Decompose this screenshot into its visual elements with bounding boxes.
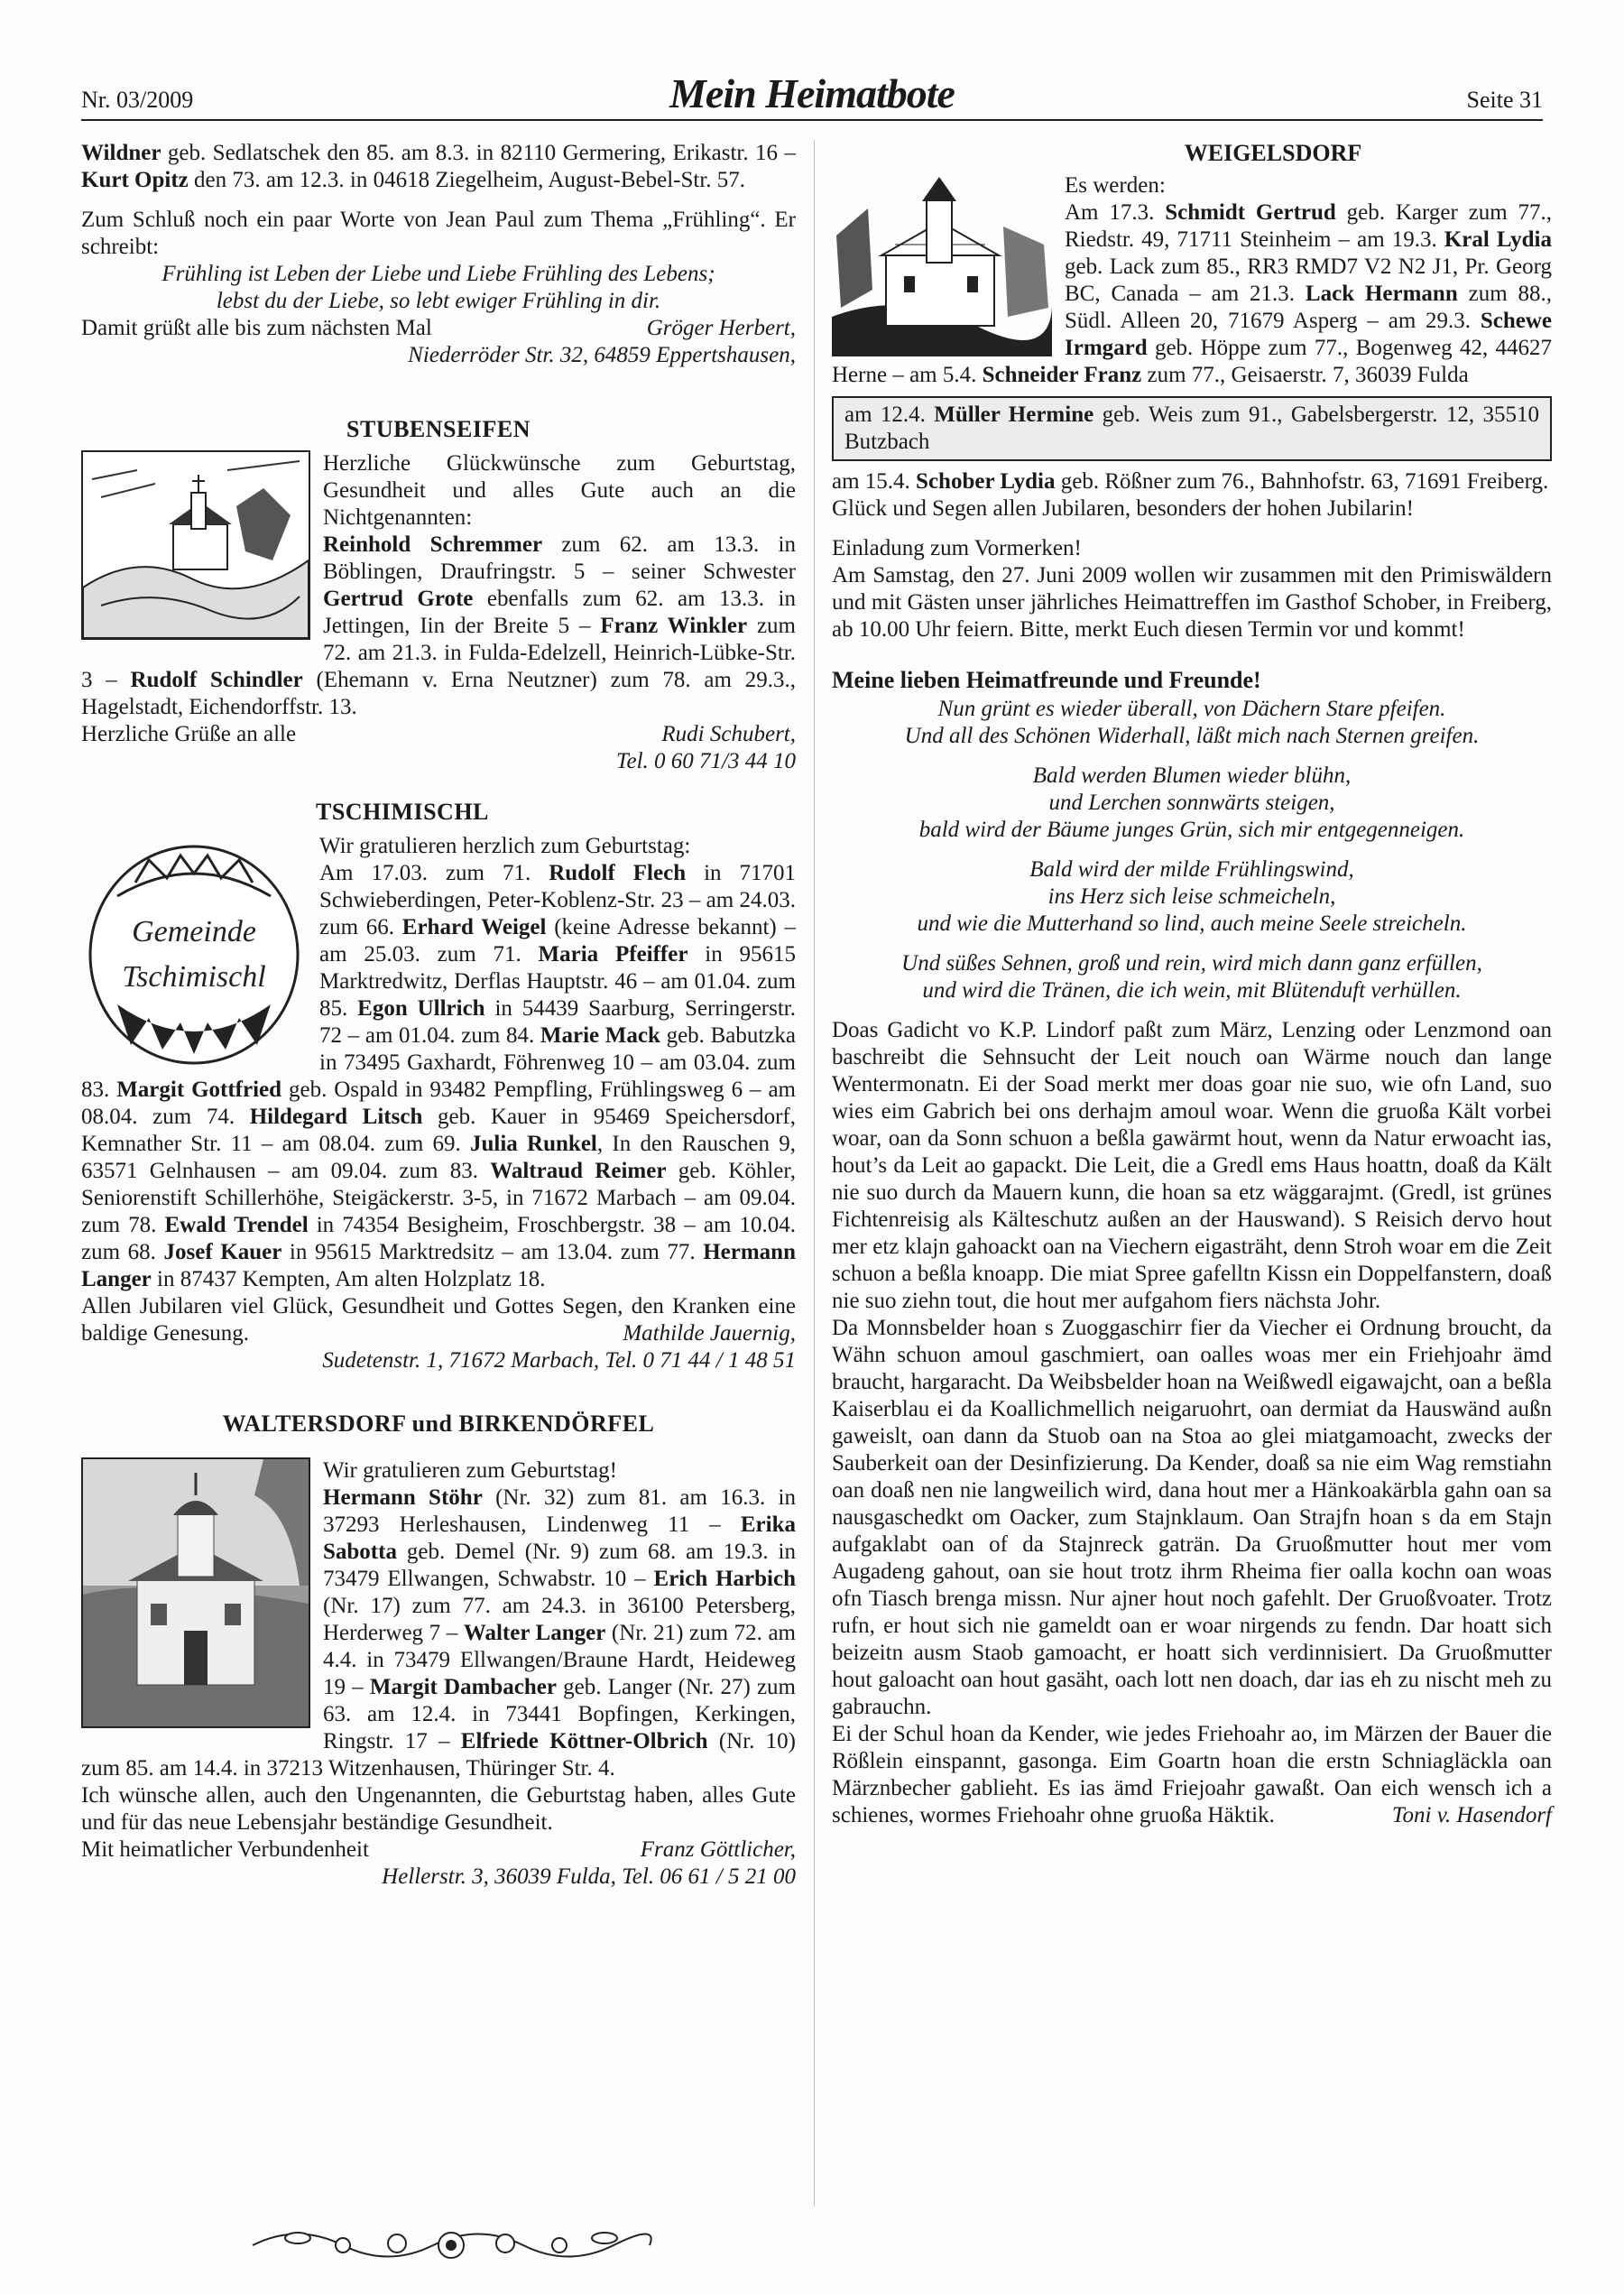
poem-line: bald wird der Bäume junges Grün, sich mir entgegenneigen.	[918, 818, 1465, 842]
poem-line: Und all des Schönen Widerhall, läßt mich nach Sternen greifen.	[904, 724, 1480, 748]
jubilee-wish: Glück und Segen allen Jubilaren, besonders der hohen Jubilarin!	[832, 496, 1414, 521]
highlight-box: am 12.4. Müller Hermine geb. Weis zum 91., Gabelsbergerstr. 12, 35510 Butzbach	[832, 396, 1552, 461]
poem-line: Bald wird der milde Frühlingswind,	[1029, 857, 1354, 882]
section-title-tschimischl: TSCHIMISCHL	[316, 799, 489, 825]
column-divider	[814, 140, 815, 2206]
right-column	[832, 140, 1552, 1829]
church-drawing	[81, 450, 310, 640]
poem-line: Nun grünt es wieder überall, von Dächern Stare pfeifen.	[937, 697, 1446, 721]
seal-emblem	[81, 833, 307, 1068]
intro-paragraph: Wildner geb. Sedlatschek den 85. am 8.3. in 82110 Germering, Erikastr. 16 – Kurt Opitz den 73. am 12.3. in 04618 Ziegelheim, August-Bebel-Str. 57.	[81, 141, 796, 192]
svg-text:Tschimischl: Tschimischl	[122, 960, 266, 994]
section-title-stubenseifen: STUBENSEIFEN	[346, 416, 531, 442]
left-column	[81, 140, 796, 1891]
jean-paul-intro: Zum Schluß noch ein paar Worte von Jean Paul zum Thema „Frühling“. Er schreibt:	[81, 208, 796, 259]
dialect-paragraph-2: Da Monnsbelder hoan s Zuoggaschirr fier da Viecher ei Ordnung broucht, da Wähn schuon amoul gaschmiert, oan oalles woas mer ein Friehjoahr ämd braucht, hargaracht. Da Weibsbelder hoan na Weißwedl eigawajcht, oan a beßla Kaiserblau ei da Koallichmellich neigaruohrt, oan dermiat da Hauswänd außn gaweislt, oan dann da Stuob oan na Stoa ao glei miatgamoacht, zwecks der Sauberkeit oan der Desinfizierung. Da Kender, doaß sa nie eim Wag remstiahn oan doaß nen nie langweilich wird, dana hout mer a Hänkoakärbla gahn oan sa nausgaschedkt om Oacker, zum Stajnklaum. Oan Strajfn hoan s da em Stajn aufgaklabt oan of da Stajnreck gaträn. Da Gruoßmutter hout mer vom Augadeng gahout, oan sie hout trotz ihrm Rheima fier oalla kochn oan woas ofn Tiasch brenga missn. Nur ajner hout noch gafehlt. Der Gruoßvoater. Trotz rufn, er hout sich nie gameldt oan er woar nirgends zu fendn. Dar hoatt sich beizeitn ausm Staob gamoacht, er hoatt sich verdinnisiert. Da Gruoßmutter hout galoacht oan hout gasäht, oach lott nen doach, dar ias eh zu nischt meh zu gabrauchn.	[832, 1316, 1552, 1719]
poem-line: Und süßes Sehnen, groß und rein, wird mich dann ganz erfüllen,	[901, 951, 1482, 976]
stubenseifen-text: Herzliche Glückwünsche zum Geburtstag, Gesundheit und alles Gute auch an die Nichtgenannten: Reinhold Schremmer zum 62. am 13.3. in Böblingen, Draufringstr. 5 – seiner Schwester Gertrud Grote ebenfalls zum 62. am 13.3. in Jettingen, Iin der Breite 5 – Franz Winkler zum 72. am 21.3. in Fulda-Edelzell, Heinrich-Lübke-Str. 3 – Rudolf Schindler (Ehemann v. Erna Neutzner) zum 78. am 29.3., Hagelstadt, Eichendorffstr. 13.	[81, 451, 797, 719]
poem	[832, 696, 1552, 1004]
poem-line: und wie die Mutterhand so lind, auch meine Seele streicheln.	[917, 911, 1467, 936]
issue-number: Nr. 03/2009	[81, 87, 194, 113]
chapel-photo	[81, 1457, 310, 1728]
quote-line-1: Frühling ist Leben der Liebe und Liebe Frühling des Lebens;	[161, 262, 715, 286]
flower-ornament	[244, 2218, 659, 2272]
walt-address: Hellerstr. 3, 36039 Fulda, Tel. 06 61 / 5 21 00	[382, 1864, 796, 1889]
masthead-title: Mein Heimatbote	[669, 70, 955, 116]
section-title-weigelsdorf: WEIGELSDORF	[1184, 140, 1362, 166]
schober-entry: am 15.4. Schober Lydia geb. Rößner zum 76., Bahnhofstr. 63, 71691 Freiberg.	[832, 469, 1549, 494]
poem-heading: Meine lieben Heimatfreunde und Freunde!	[832, 667, 1261, 693]
weigelsdorf-text: Es werden: Am 17.3. Schmidt Gertrud geb. Karger zum 77., Riedstr. 49, 71711 Steinheim – am 19.3. Kral Lydia geb. Lack zum 85., RR3 RMD7 V2 N2 J1, Pr. Georg BC, Canada – am 21.3. Lack Hermann zum 88., Südl. Alleen 20, 71679 Asperg – am 29.3. Schewe Irmgard geb. Höppe zum 77., Bogenweg 42, 44627 Herne – am 5.4. Schneider Franz zum 77., Geisaerstr. 7, 36039 Fulda	[832, 173, 1553, 387]
signature-row: Damit grüßt alle bis zum nächsten Mal Gröger Herbert,	[81, 316, 796, 340]
dialect-paragraph-1: Doas Gadicht vo K.P. Lindorf paßt zum März, Lenzing oder Lenzmond oan baschreibt die Sehnsucht der Leit nouch oan Wärme nouch dan lange Wentermonatn. Ei der Soad merkt mer doas goar nie suo, wie ofn Land, suo wies eim Gabrich bei ons derhajm amoul woar. Wenn die gruoßa Kält vorbei woar, oan da Sonn schuon a beßla gawärmt hout, wenn da Natur erwoacht ias, hout’s da Leit ao gapackt. Die Leit, die a Gredl ems Haus hoattn, doaß da Kält nie suo durch da Mauern kunn, die hoan sa etz wäggarajmt. (Gredl, ist grünes Fichtenreisig als Kälteschutz außen an der Hauswand). S Reisich dervo hout mer etz klajn gahoackt oan na Viechern eigasträht, denn Stroh woar em die Zeit schuon a beßla knoapp. Die miat Spree gafelltn Kissn ein Doppelfanstern, doaß nie suo ziehn tout, die hout mer aufgahom fiers nächsta Johr.	[832, 1018, 1552, 1313]
poem-line: und Lerchen sonnwärts steigen,	[1048, 791, 1335, 815]
page-header	[81, 72, 1543, 121]
invite-body: Am Samstag, den 27. Juni 2009 wollen wir zusammen mit den Primiswäldern und mit Gästen unser jährliches Heimattreffen im Gasthof Schober, in Freiberg, ab 10.00 Uhr feiern. Bitte, merkt Euch diesen Termin vor und kommt!	[832, 563, 1552, 642]
poem-line: und wird die Tränen, die ich wein, mit Blütenduft verhüllen.	[922, 978, 1462, 1003]
quote-line-2: lebst du der Liebe, so lebt ewiger Frühling in dir.	[216, 289, 661, 313]
stub-signature: Herzliche Grüße an alle Rudi Schubert,	[81, 722, 796, 746]
church-drawing-weigelsdorf	[832, 172, 1052, 356]
dialect-paragraph-3: Ei der Schul hoan da Kender, wie jedes Friehoahr ao, im Märzen der Bauer die Rößlein einspannt, gasonga. Eim Goartn hoan die erstn Schniagläckla oan Märznbecher gablieht. Es ias ämd Friejoahr gawaßt. Oan eich wensch ich a schienes, wormes Friehoahr ohne gruoßa Häktik. Toni v. Hasendorf	[832, 1722, 1552, 1827]
walt-closing: Ich wünsche allen, auch den Ungenannten, die Geburtstag haben, alles Gute und für das neue Lebensjahr beständige Gesundheit.	[81, 1783, 796, 1835]
invite-heading: Einladung zum Vormerken!	[832, 536, 1082, 560]
tschim-address: Sudetenstr. 1, 71672 Marbach, Tel. 0 71 44 / 1 48 51	[322, 1348, 796, 1373]
section-title-waltersdorf: WALTERSDORF und BIRKENDÖRFEL	[222, 1411, 655, 1437]
waltersdorf-text: Wir gratulieren zum Geburtstag! Hermann Stöhr (Nr. 32) zum 81. am 16.3. in 37293 Herleshausen, Lindenweg 11 – Erika Sabotta geb. Demel (Nr. 9) zum 68. am 19.3. in 73479 Ellwangen, Schwabstr. 10 – Erich Harbich (Nr. 17) zum 77. am 24.3. in 36100 Petersberg, Herderweg 7 – Walter Langer (Nr. 21) zum 72. am 4.4. in 73479 Ellwangen/Braune Hardt, Heideweg 19 – Margit Dambacher geb. Langer (Nr. 27) zum 63. am 12.4. in 73441 Bopfingen, Kerkingen, Ringstr. 17 – Elfriede Köttner-Olbrich (Nr. 10) zum 85. am 14.4. in 37213 Witzenhausen, Thüringer Str. 4.	[81, 1458, 797, 1781]
signature-address: Niederröder Str. 32, 64859 Eppertshausen,	[408, 343, 796, 367]
poem-line: Bald werden Blumen wieder blühn,	[1032, 763, 1352, 788]
tschim-closing: Allen Jubilaren viel Glück, Gesundheit und Gottes Segen, den Kranken eine baldige Genesung. Mathilde Jauernig,	[81, 1294, 796, 1346]
walt-signature: Mit heimatlicher Verbundenheit Franz Göttlicher,	[81, 1837, 796, 1862]
svg-text:Gemeinde: Gemeinde	[132, 915, 256, 948]
poem-line: ins Herz sich leise schmeicheln,	[1047, 884, 1336, 909]
stub-phone: Tel. 0 60 71/3 44 10	[615, 749, 796, 773]
page-number: Seite 31	[1466, 87, 1543, 113]
tschimischl-text: Wir gratulieren herzlich zum Geburtstag: Am 17.03. zum 71. Rudolf Flech in 71701 Schwieberdingen, Peter-Koblenz-Str. 23 – am 24.03. zum 66. Erhard Weigel (keine Adresse bekannt) – am 25.03. zum 71. Maria Pfeiffer in 95615 Marktredwitz, Derflas Hauptstr. 46 – am 01.04. zum 85. Egon Ullrich in 54439 Saarburg, Serringerstr. 72 – am 01.04. zum 84. Marie Mack geb. Babutzka in 73495 Gaxhardt, Föhrenweg 10 – am 03.04. zum 83. Margit Gottfried geb. Ospald in 93482 Pempfling, Frühlingsweg 6 – am 08.04. zum 74. Hildegard Litsch geb. Kauer in 95469 Speichersdorf, Kemnather Str. 11 – am 08.04. zum 69. Julia Runkel, In den Rauschen 9, 63571 Gelnhausen – am 09.04. zum 83. Waltraud Reimer geb. Köhler, Seniorenstift Schillerhöhe, Steigäckerstr. 3-5, in 71672 Marbach – am 09.04. zum 78. Ewald Trendel in 74354 Besigheim, Froschbergstr. 38 – am 10.04. zum 68. Josef Kauer in 95615 Marktredsitz – am 13.04. zum 77. Hermann Langer in 87437 Kempten, Am alten Holzplatz 18.	[81, 834, 796, 1291]
